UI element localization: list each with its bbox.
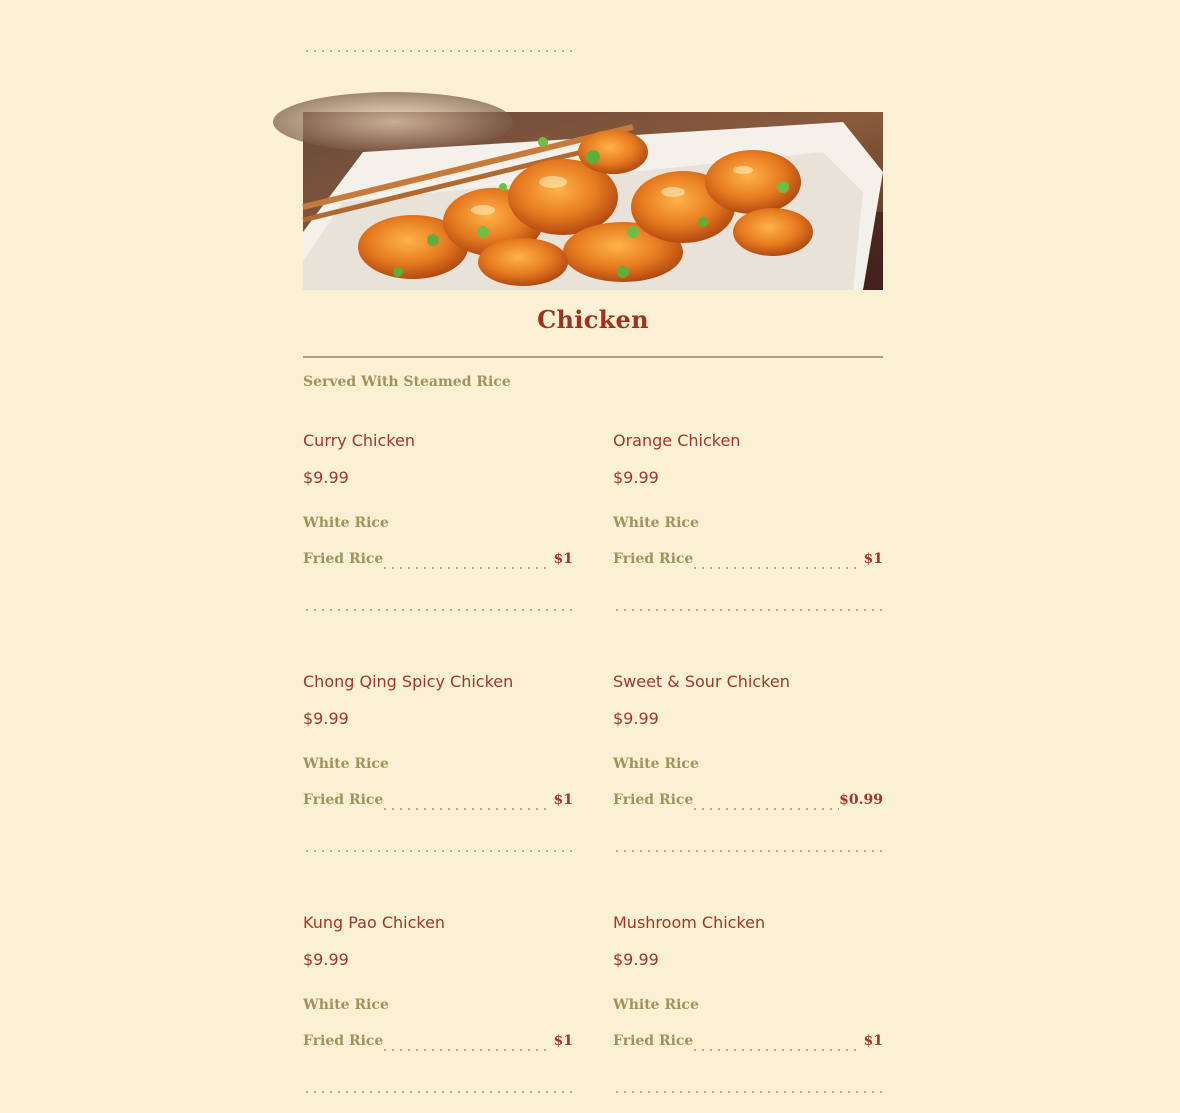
- option-fried-rice: Fried Rice: [613, 551, 694, 567]
- menu-item: [613, 672, 883, 872]
- item-divider: [613, 609, 883, 611]
- option-fried-rice-price: $1: [863, 1033, 883, 1049]
- item-name: Orange Chicken: [613, 431, 741, 450]
- item-price: $9.99: [613, 950, 659, 969]
- item-price: $9.99: [303, 950, 349, 969]
- item-name: Curry Chicken: [303, 431, 415, 450]
- option-fried-rice: Fried Rice: [303, 792, 384, 808]
- section-divider: [303, 356, 883, 358]
- section-title: Chicken: [537, 305, 649, 334]
- option-leader-dots: [381, 1049, 551, 1051]
- option-leader-dots: [691, 808, 839, 810]
- option-fried-rice: Fried Rice: [303, 551, 384, 567]
- option-fried-rice-price: $1: [553, 551, 573, 567]
- item-divider: [613, 1091, 883, 1093]
- orange-chicken-photo: [303, 112, 883, 290]
- option-white-rice: White Rice: [613, 515, 699, 531]
- item-price: $9.99: [303, 468, 349, 487]
- item-price: $9.99: [303, 709, 349, 728]
- section-hero-image: [303, 112, 883, 290]
- menu-item: [303, 431, 573, 631]
- item-divider: [303, 609, 573, 611]
- option-fried-rice-price: $0.99: [839, 792, 883, 808]
- item-name: Sweet & Sour Chicken: [613, 672, 790, 691]
- item-divider: [303, 50, 573, 52]
- item-name: Kung Pao Chicken: [303, 913, 446, 932]
- item-name: Chong Qing Spicy Chicken: [303, 672, 514, 691]
- option-white-rice: White Rice: [303, 515, 389, 531]
- item-price: $9.99: [613, 709, 659, 728]
- item-divider: [303, 1091, 573, 1093]
- option-fried-rice: Fried Rice: [613, 792, 694, 808]
- item-name: Mushroom Chicken: [613, 913, 766, 932]
- option-white-rice: White Rice: [613, 756, 699, 772]
- option-fried-rice: Fried Rice: [613, 1033, 694, 1049]
- option-leader-dots: [691, 1049, 861, 1051]
- previous-item-price: [303, 0, 349, 1]
- option-white-rice: White Rice: [303, 997, 389, 1013]
- menu-item: [303, 672, 573, 872]
- section-subtitle: Served With Steamed Rice: [303, 374, 511, 390]
- menu-item: [303, 913, 573, 1113]
- item-divider: [303, 850, 573, 852]
- option-fried-rice: Fried Rice: [303, 1033, 384, 1049]
- option-leader-dots: [381, 567, 551, 569]
- menu-item: [613, 431, 883, 631]
- option-white-rice: White Rice: [303, 756, 389, 772]
- option-fried-rice-price: $1: [553, 1033, 573, 1049]
- item-price: $9.99: [613, 468, 659, 487]
- option-fried-rice-price: $1: [553, 792, 573, 808]
- option-fried-rice-price: $1: [863, 551, 883, 567]
- option-leader-dots: [381, 808, 551, 810]
- item-divider: [613, 850, 883, 852]
- option-leader-dots: [691, 567, 861, 569]
- option-white-rice: White Rice: [613, 997, 699, 1013]
- menu-item: [613, 913, 883, 1113]
